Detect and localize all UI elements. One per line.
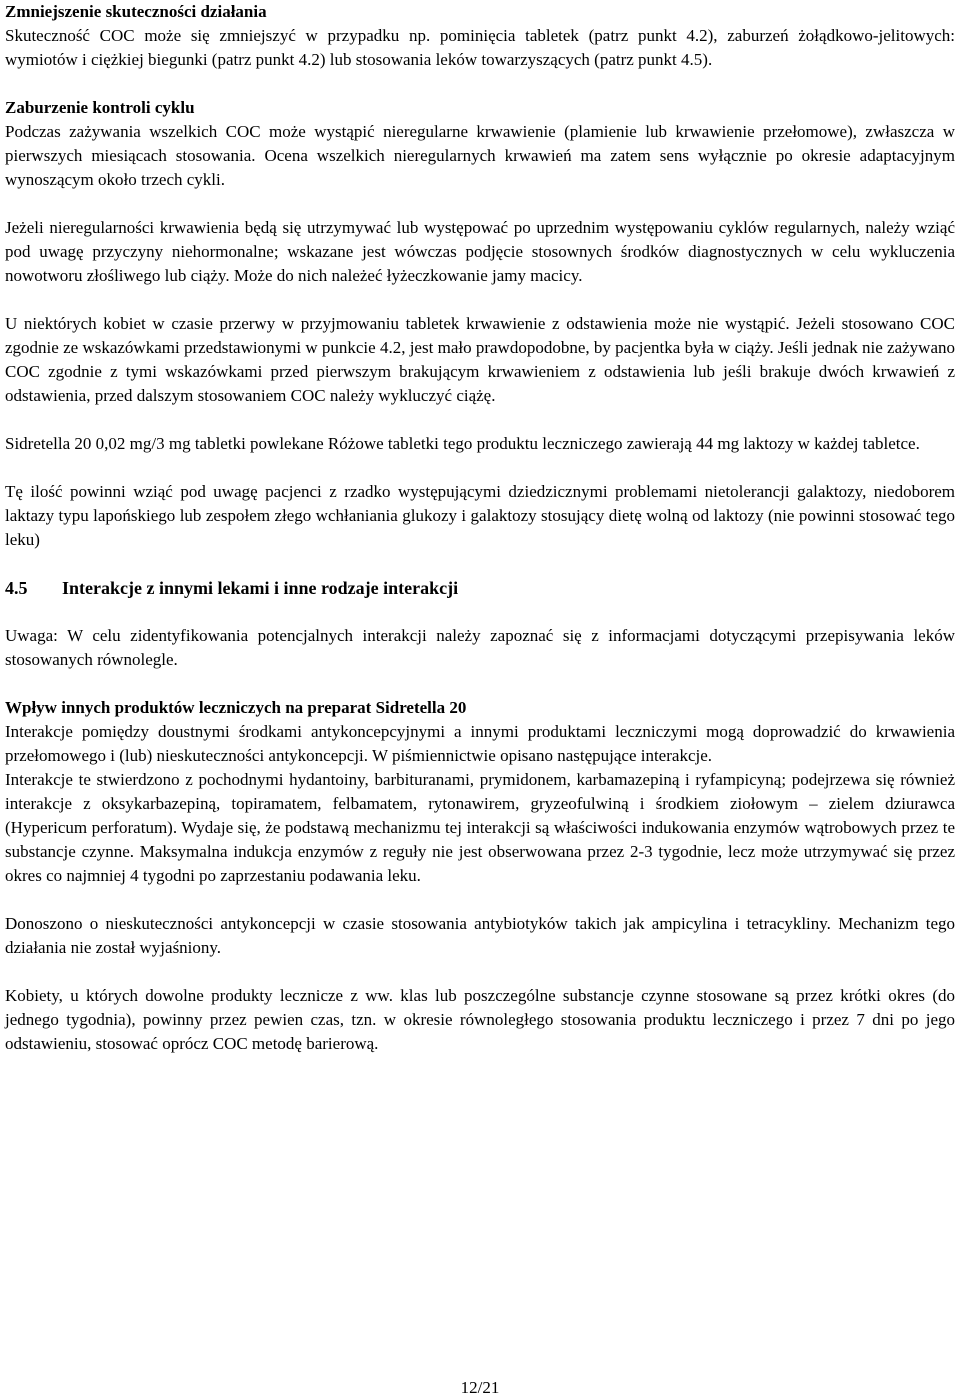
paragraph-interactions-general: Interakcje pomiędzy doustnymi środkami antykoncepcyjnymi a innymi produktami leczniczymi mogą doprowadzić do krwawienia przełomowego i (lub) nieskuteczności antykoncepcji. W piśmiennictwie opisano następujące interakcje. [5, 722, 955, 765]
paragraph-enzyme-inducers: Interakcje te stwierdzono z pochodnymi hydantoiny, barbituranami, prymidonem, karbamazepiną i ryfampicyną; podejrzewa się również interakcje z oksykarbazepiną, topiramatem, felbamatem, rytonawirem, gryzeofulwiną i środkiem ziołowym – zielem dziurawca (Hypericum perforatum). Wydaje się, że podstawą mechanizmu tej interakcji są właściwości indukowania enzymów wątrobowych przez te substancje czynne. Maksymalna indukcja enzymów z reguły nie jest obserwowana przez 2-3 tygodnie, lecz może utrzymywać się przez okres co najmniej 4 tygodni po zaprzestaniu podawania leku. [5, 770, 955, 885]
section-heading-interactions [5, 576, 955, 600]
paragraph-barrier-method: Kobiety, u których dowolne produkty lecznicze z ww. klas lub poszczególne substancje czynne stosowane są przez krótki okres (do jednego tygodnia), powinny przez pewien czas, tzn. w okresie równoległego stosowania produktu leczniczego i przez 7 dni po jego odstawieniu, stosować oprócz COC metodę barierową. [5, 986, 955, 1053]
heading-reduced-efficacy: Zmniejszenie skuteczności działania [5, 2, 267, 21]
paragraph-irregular-bleeding: Podczas zażywania wszelkich COC może wystąpić nieregularne krwawienie (plamienie lub krwawienie przełomowe), zwłaszcza w pierwszych miesiącach stosowania. Ocena wszelkich nieregularnych krwawień ma zatem sens wyłącznie po okresie adaptacyjnym wynoszącym około trzech cykli. [5, 122, 955, 189]
paragraph-withdrawal-bleeding: U niektórych kobiet w czasie przerwy w przyjmowaniu tabletek krwawienie z odstawienia może nie wystąpić. Jeżeli stosowano COC zgodnie ze wskazówkami przedstawionymi w punkcie 4.2, jest mało prawdopodobne, by pacjentka była w ciąży. Jeśli jednak nie zażywano COC zgodnie z tymi wskazówkami przed pierwszym brakującym krwawieniem z odstawienia lub jeśli brakuje dwóch krwawień z odstawienia, przed dalszym stosowaniem COC należy wykluczyć ciążę. [5, 314, 955, 405]
heading-cycle-control: Zaburzenie kontroli cyklu [5, 98, 195, 117]
paragraph-reduced-efficacy: Skuteczność COC może się zmniejszyć w przypadku np. pominięcia tabletek (patrz punkt 4.2), zaburzeń żołądkowo-jelitowych: wymiotów i ciężkiej biegunki (patrz punkt 4.2) lub stosowania leków towarzyszących (patrz punkt 4.5). [5, 26, 955, 69]
page-number: 12/21 [460, 1378, 500, 1397]
paragraph-lactose-content: Sidretella 20 0,02 mg/3 mg tabletki powlekane Różowe tabletki tego produktu leczniczego zawierają 44 mg laktozy w każdej tabletce. [5, 434, 920, 453]
paragraph-persistent-irregularities: Jeżeli nieregularności krwawienia będą się utrzymywać lub występować po uprzednim występowaniu cyklów regularnych, należy wziąć pod uwagę przyczyny niehormonalne; wskazane jest wówczas podjęcie stosownych środków diagnostycznych w celu wykluczenia nowotworu złośliwego lub ciąży. Może do nich należeć łyżeczkowanie jamy macicy. [5, 218, 955, 285]
paragraph-interactions-note: Uwaga: W celu zidentyfikowania potencjalnych interakcji należy zapoznać się z informacjami dotyczącymi przepisywania leków stosowanych równolegle. [5, 626, 955, 669]
paragraph-lactose-warning: Tę ilość powinni wziąć pod uwagę pacjenci z rzadko występującymi dziedzicznymi problemami nietolerancji galaktozy, niedoborem laktazy typu lapońskiego lub zespołem złego wchłaniania glukozy i galaktozy stosujący dietę wolną od laktozy (nie powinni stosować tego leku) [5, 482, 955, 549]
document-page [5, 0, 955, 1056]
heading-other-products-influence: Wpływ innych produktów leczniczych na preparat Sidretella 20 [5, 698, 467, 717]
paragraph-antibiotics: Donoszono o nieskuteczności antykoncepcji w czasie stosowania antybiotyków takich jak ampicylina i tetracykliny. Mechanizm tego działania nie został wyjaśniony. [5, 914, 955, 957]
section-title: Interakcje z innymi lekami i inne rodzaje interakcji [62, 578, 459, 598]
section-number: 4.5 [5, 578, 28, 598]
